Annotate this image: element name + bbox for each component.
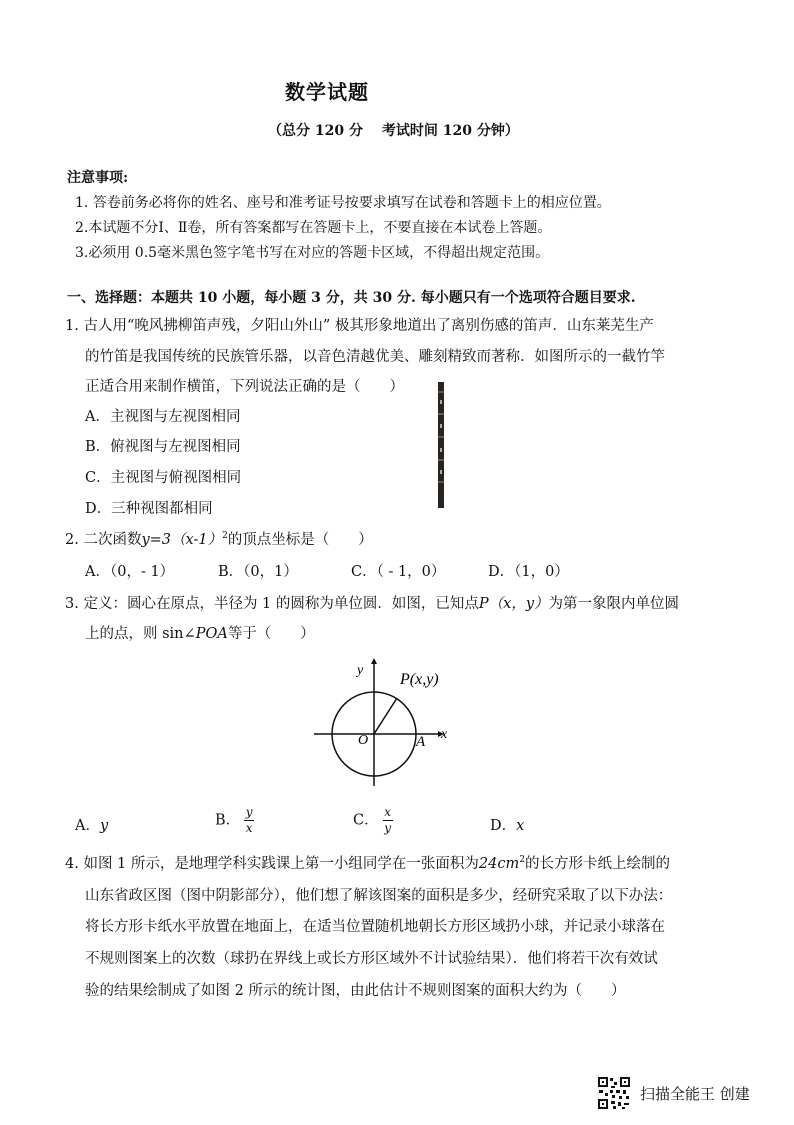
question-4-line: 将长方形卡纸水平放置在地面上，在适当位置随机地朝长方形区域扔小球，并记录小球落在 bbox=[85, 919, 665, 935]
note-item: 2.本试题不分Ⅰ、Ⅱ卷，所有答案都写在答题卡上，不要直接在本试卷上答题。 bbox=[75, 220, 552, 236]
question-1-line: 正适合用来制作横笛，下列说法正确的是（ ） bbox=[85, 379, 404, 395]
point-p-label: P(x,y) bbox=[400, 671, 439, 688]
option-letter: C． bbox=[353, 812, 379, 829]
option-letter: B． bbox=[215, 812, 241, 829]
y-axis-arrow bbox=[371, 658, 377, 664]
q3-option-b bbox=[215, 806, 254, 835]
option-letter: D． bbox=[490, 818, 517, 834]
question-4-line bbox=[65, 852, 670, 873]
fraction-denominator: y bbox=[384, 821, 391, 835]
q3-option-c bbox=[353, 806, 393, 835]
note-item: 3.必须用 0.5毫米黑色签字笔书写在对应的答题卡区域，不得超出规定范围。 bbox=[75, 245, 550, 261]
q1-option-b: B．俯视图与左视图相同 bbox=[85, 439, 241, 455]
q2-option-b: B．（0，1） bbox=[218, 564, 298, 580]
radius-op bbox=[374, 698, 397, 734]
q2-option-d: D．（1，0） bbox=[488, 564, 569, 580]
option-value: y bbox=[99, 818, 109, 834]
q3-text: 3. 定义：圆心在原点，半径为 1 的圆称为单位圆．如图，已知点 bbox=[65, 596, 479, 612]
question-2 bbox=[65, 528, 373, 549]
exam-subtitle: （总分 120 分 考试时间 120 分钟） bbox=[268, 123, 519, 139]
question-1-line: 1. 古人用“晚风拂柳笛声残，夕阳山外山” 极其形象地道出了离别伤感的笛声．山东莱芜生产 bbox=[65, 318, 654, 334]
q2-option-a: A．（0，- 1） bbox=[85, 564, 175, 580]
q2-suffix: 的顶点坐标是（ ） bbox=[227, 532, 373, 548]
x-axis-label: x bbox=[441, 727, 448, 742]
fraction-numerator: x bbox=[384, 805, 391, 819]
q4-area-exp: 2 bbox=[519, 855, 525, 866]
q1-option-a: A．主视图与左视图相同 bbox=[85, 409, 241, 425]
y-axis-label: y bbox=[357, 663, 364, 678]
fraction-x-over-y bbox=[383, 806, 393, 835]
q3-angle: POA bbox=[195, 626, 228, 642]
notes-heading: 注意事项: bbox=[67, 170, 129, 186]
origin-label: O bbox=[358, 733, 369, 748]
page-title: 数学试题 bbox=[285, 80, 369, 104]
bamboo-flute-image bbox=[434, 382, 448, 508]
q3-text: 等于（ ） bbox=[227, 626, 315, 642]
q1-option-d: D．三种视图都相同 bbox=[85, 501, 213, 517]
q2-prefix: 2. 二次函数 bbox=[65, 532, 142, 548]
option-value: x bbox=[516, 818, 525, 834]
q4-area: 24cm bbox=[478, 856, 520, 872]
q3-point: P（x，y） bbox=[478, 596, 549, 612]
q2-function: y=3（x-1） bbox=[141, 532, 223, 548]
question-4-line: 验的结果绘制成了如图 2 所示的统计图，由此估计不规则图案的面积大约为（ ） bbox=[85, 983, 626, 999]
qr-code-icon bbox=[597, 1076, 631, 1110]
fraction-numerator: y bbox=[245, 805, 253, 819]
question-3-line bbox=[65, 592, 679, 613]
q4-text: 4. 如图 1 所示，是地理学科实践课上第一小组同学在一张面积为 bbox=[65, 856, 479, 872]
option-letter: A． bbox=[75, 818, 100, 834]
point-a-label: A bbox=[416, 734, 426, 750]
unit-circle-figure bbox=[310, 658, 460, 788]
q2-option-c: C．（ - 1，0） bbox=[351, 564, 446, 580]
scanner-watermark: 扫描全能王 创建 bbox=[640, 1085, 750, 1103]
fraction-denominator: x bbox=[245, 821, 253, 835]
q4-text: 的长方形卡纸上绘制的 bbox=[524, 856, 670, 872]
section-heading: 一、选择题：本题共 10 小题，每小题 3 分，共 30 分. 每小题只有一个选项符合题目要求. bbox=[67, 290, 636, 306]
q1-option-c: C．主视图与俯视图相同 bbox=[85, 470, 242, 486]
q3-option-a bbox=[75, 814, 108, 835]
note-item: 1. 答卷前务必将你的姓名、座号和准考证号按要求填写在试卷和答题卡上的相应位置。 bbox=[75, 195, 611, 211]
fraction-y-over-x bbox=[244, 806, 254, 835]
question-1-line: 的竹笛是我国传统的民族管乐器，以音色清越优美、雕刻精致而著称．如图所示的一截竹竿 bbox=[85, 349, 665, 365]
q3-option-d bbox=[490, 814, 524, 835]
question-4-line: 不规则图案上的次数（球扔在界线上或长方形区域外不计试验结果）．他们将若干次有效试 bbox=[85, 951, 658, 967]
q2-exponent: 2 bbox=[222, 531, 228, 542]
q3-text: 上的点，则 sin∠ bbox=[85, 626, 196, 642]
question-3-line bbox=[85, 622, 315, 643]
q3-text: 为第一象限内单位圆 bbox=[548, 596, 680, 612]
question-4-line: 山东省政区图（图中阴影部分），他们想了解该图案的面积是多少，经研究采取了以下办法： bbox=[85, 888, 673, 904]
